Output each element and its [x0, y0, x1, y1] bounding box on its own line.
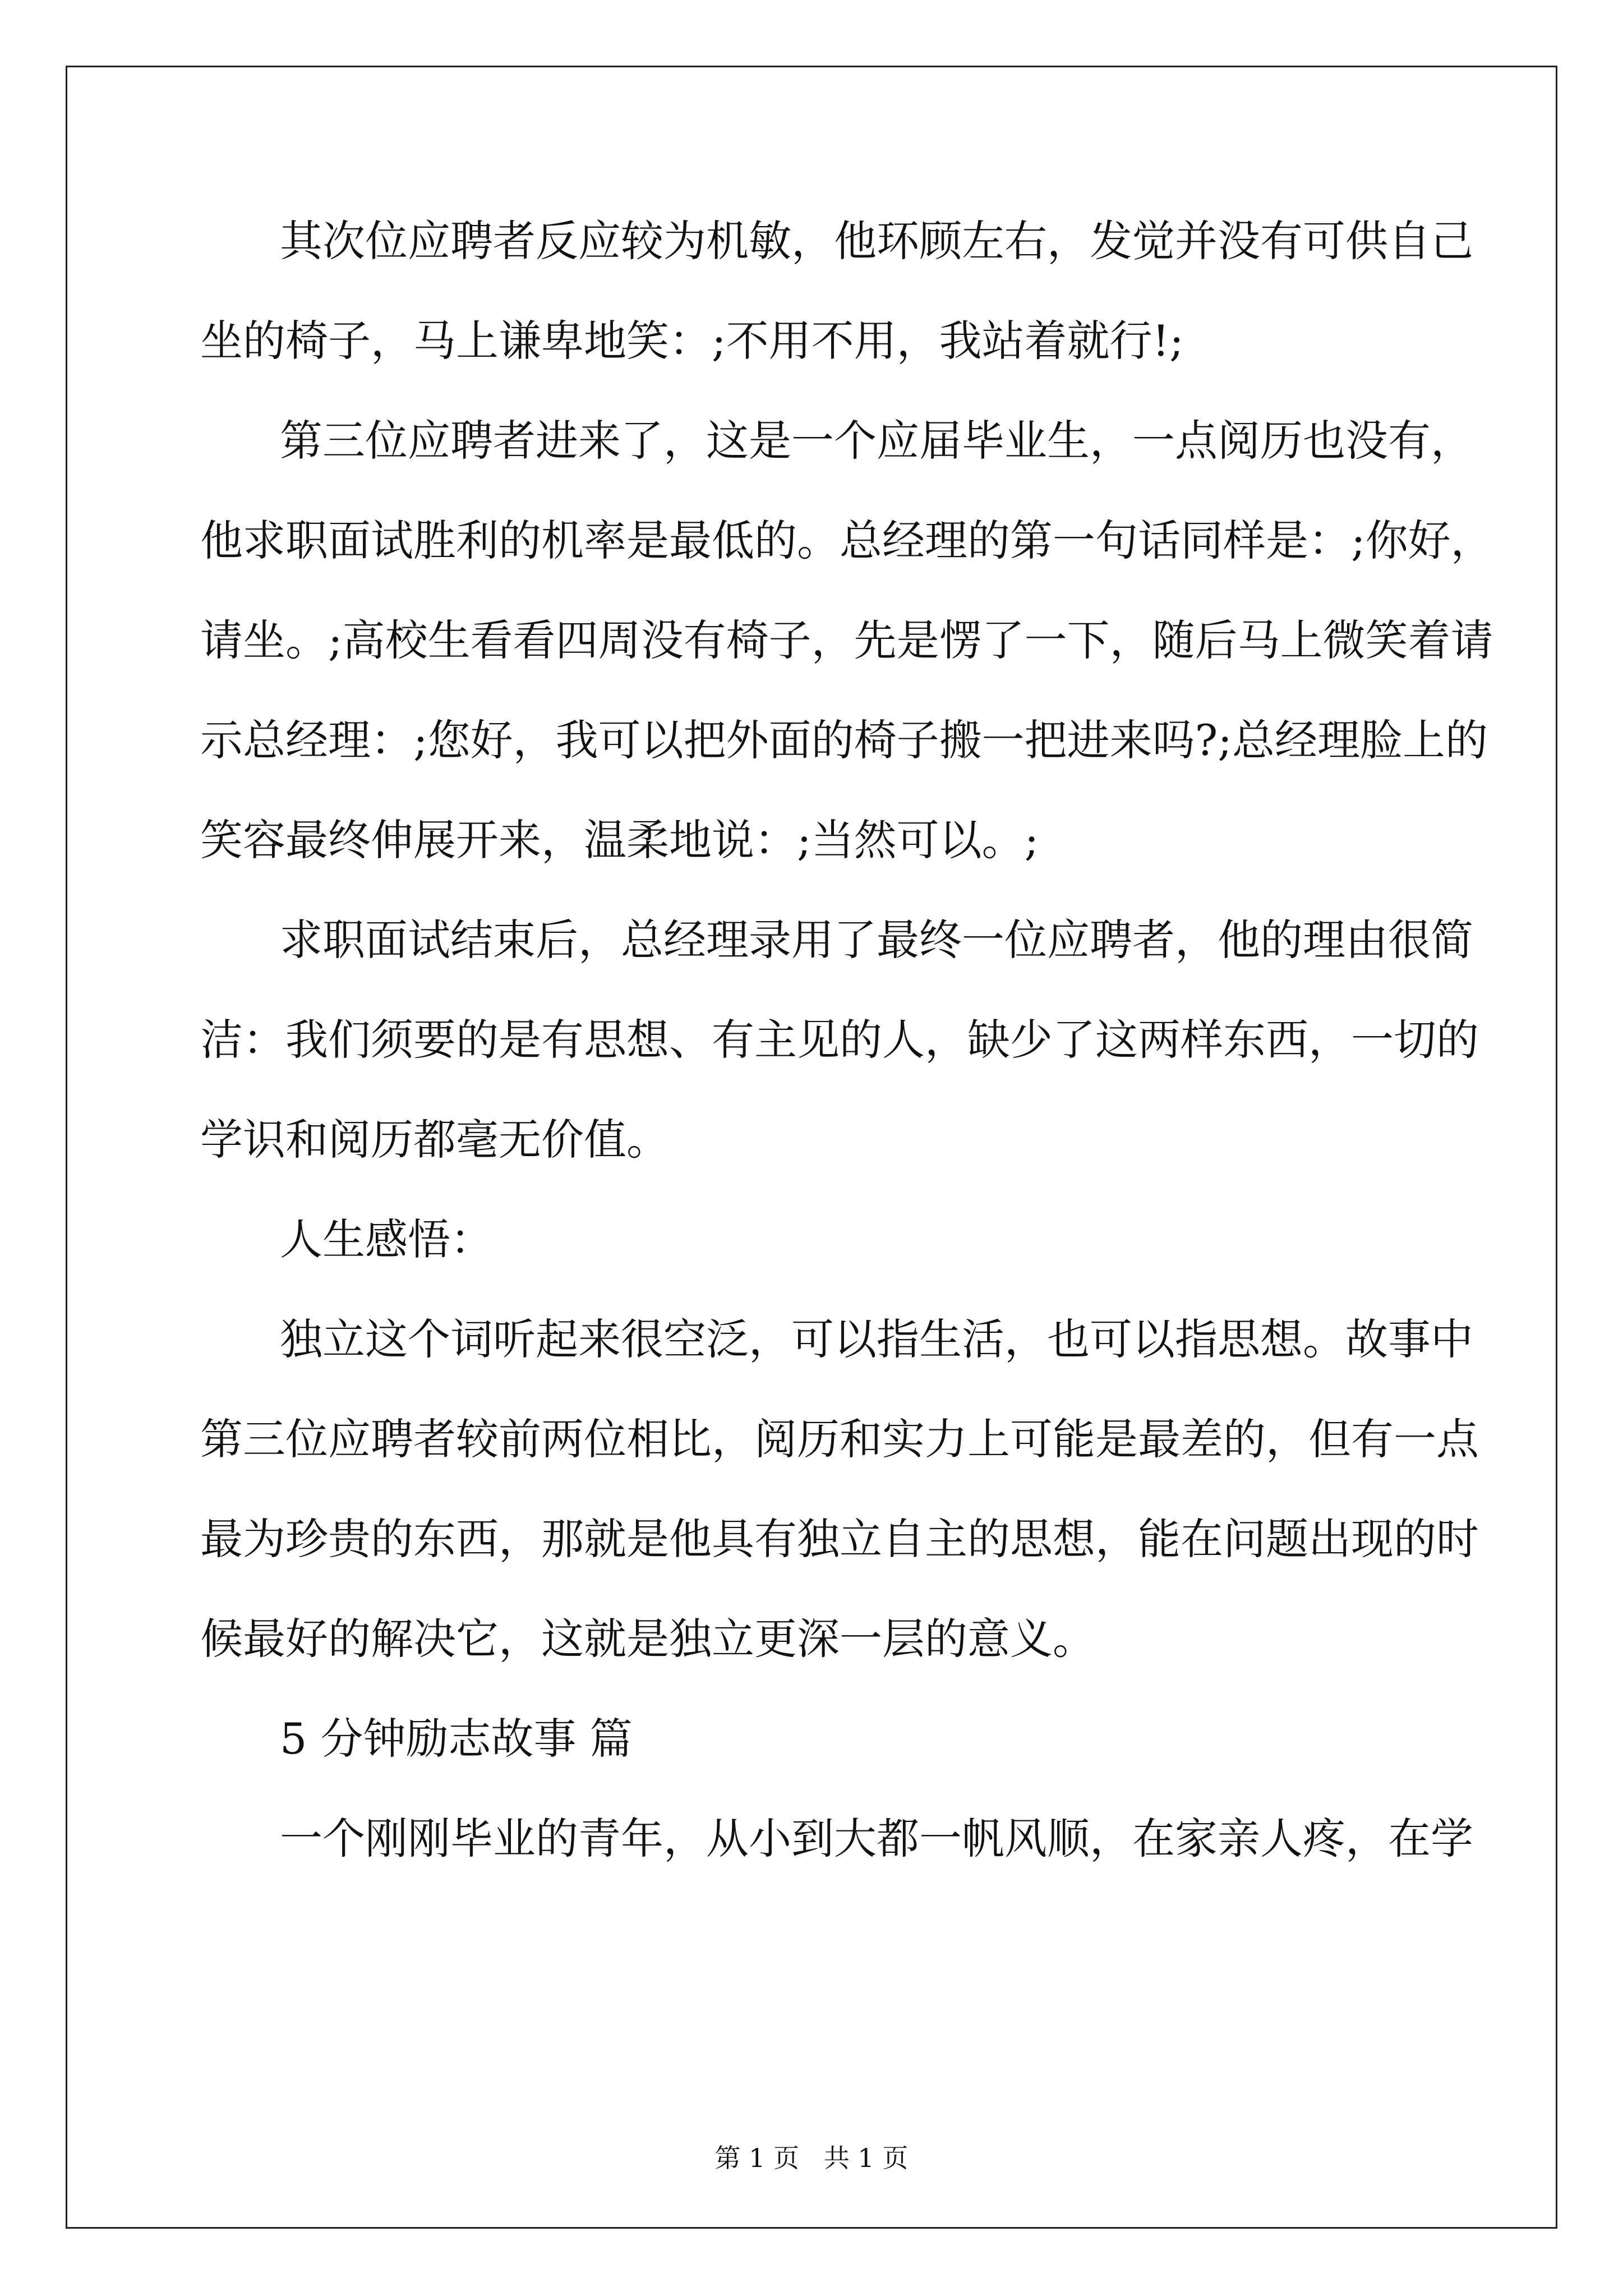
paragraph-line: 请坐。;高校生看看四周没有椅子，先是愣了一下，随后马上微笑着请 — [200, 615, 1493, 665]
paragraph-line: 洁：我们须要的是有思想、有主见的人，缺少了这两样东西，一切的 — [200, 1015, 1479, 1065]
paragraph-line: 其次位应聘者反应较为机敏，他环顾左右，发觉并没有可供自己 — [280, 216, 1473, 266]
paragraph-line: 学识和阅历都毫无价值。 — [200, 1115, 669, 1165]
section-heading: 人生感悟： — [280, 1214, 493, 1264]
paragraph-line: 候最好的解决它，这就是独立更深一层的意义。 — [200, 1614, 1095, 1664]
section-heading: 5 分钟励志故事 篇 — [280, 1714, 633, 1764]
paragraph-line: 笑容最终伸展开来，温柔地说：;当然可以。; — [200, 815, 1039, 865]
paragraph-line: 第三位应聘者进来了，这是一个应届毕业生，一点阅历也没有， — [280, 416, 1473, 466]
paragraph-line: 第三位应聘者较前两位相比，阅历和实力上可能是最差的，但有一点 — [200, 1414, 1479, 1464]
paragraph-line: 独立这个词听起来很空泛，可以指生活，也可以指思想。故事中 — [280, 1314, 1473, 1364]
paragraph-line: 求职面试结束后，总经理录用了最终一位应聘者，他的理由很简 — [280, 915, 1473, 965]
paragraph-line: 最为珍贵的东西，那就是他具有独立自主的思想，能在问题出现的时 — [200, 1514, 1479, 1564]
paragraph-line: 坐的椅子，马上谦卑地笑：;不用不用，我站着就行!; — [200, 316, 1184, 366]
paragraph-line: 一个刚刚毕业的青年，从小到大都一帆风顺，在家亲人疼，在学 — [280, 1814, 1473, 1864]
paragraph-line: 示总经理：;您好，我可以把外面的椅子搬一把进来吗?;总经理脸上的 — [200, 715, 1488, 765]
paragraph-line: 他求职面试胜利的机率是最低的。总经理的第一句话同样是：;你好， — [200, 516, 1493, 565]
page-footer: 第 1 页 共 1 页 — [714, 2143, 909, 2173]
